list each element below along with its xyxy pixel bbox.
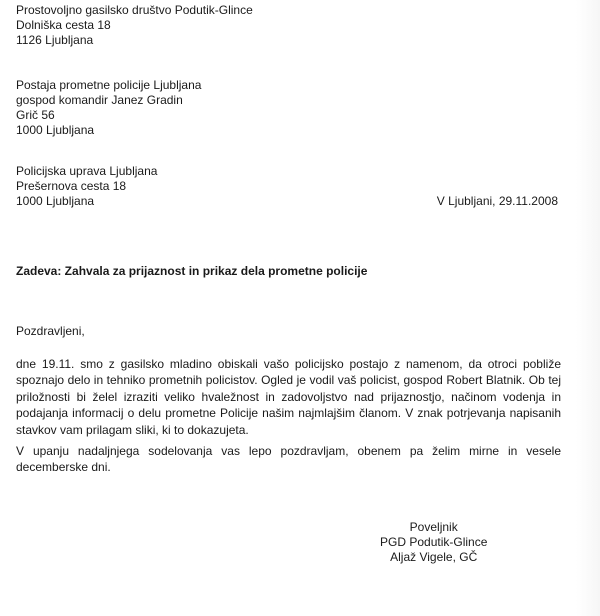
signature-organization: PGD Podutik-Glince <box>380 535 488 549</box>
body-paragraph-2: V upanju nadaljnjega sodelovanja vas lepo pozdravljam, obenem pa želim mirne in vesele decemberske dni. <box>16 444 561 475</box>
copy-street: Prešernova cesta 18 <box>16 179 127 193</box>
sender-organization: Prostovoljno gasilsko društvo Podutik-Glince <box>16 3 253 17</box>
body-paragraph-1: dne 19.11. smo z gasilsko mladino obiskali vašo policijsko postajo z namenom, da otroci pobliže spoznajo delo in tehniko prometnih policistov. Ogled je vodil vaš policist, gospod Robert Blatnik. Ob tej priložnosti bi želel izraziti veliko hvaležnost in zadovoljstvo nad prijaznostjo, načinom vodenja in podajanja informacij o delu prometne Policije našim najmlajšim članom. V znak potrjevanja napisanih stavkov vam prilagam sliki, ki to dokazujeta. <box>16 357 561 437</box>
signature-title: Poveljnik <box>409 520 458 534</box>
signature-name: Aljaž Vigele, GČ <box>390 550 478 564</box>
sender-city: 1126 Ljubljana <box>16 33 94 47</box>
recipient-street: Grič 56 <box>16 108 55 122</box>
sender-address <box>16 3 253 48</box>
signature-block <box>380 520 487 565</box>
letter-subject: Zadeva: Zahvala za prijaznost in prikaz dela prometne policije <box>16 264 368 278</box>
letter-greeting: Pozdravljeni, <box>16 324 85 338</box>
letter-date: V Ljubljani, 29.11.2008 <box>436 194 558 208</box>
recipient-organization: Postaja prometne policije Ljubljana <box>16 78 202 92</box>
copy-organization: Policijska uprava Ljubljana <box>16 164 158 178</box>
copy-recipient-address <box>16 164 157 209</box>
recipient-city: 1000 Ljubljana <box>16 123 95 137</box>
recipient-address <box>16 78 201 138</box>
recipient-person: gospod komandir Janez Gradin <box>16 93 183 107</box>
sender-street: Dolniška cesta 18 <box>16 18 111 32</box>
copy-city: 1000 Ljubljana <box>16 194 95 208</box>
